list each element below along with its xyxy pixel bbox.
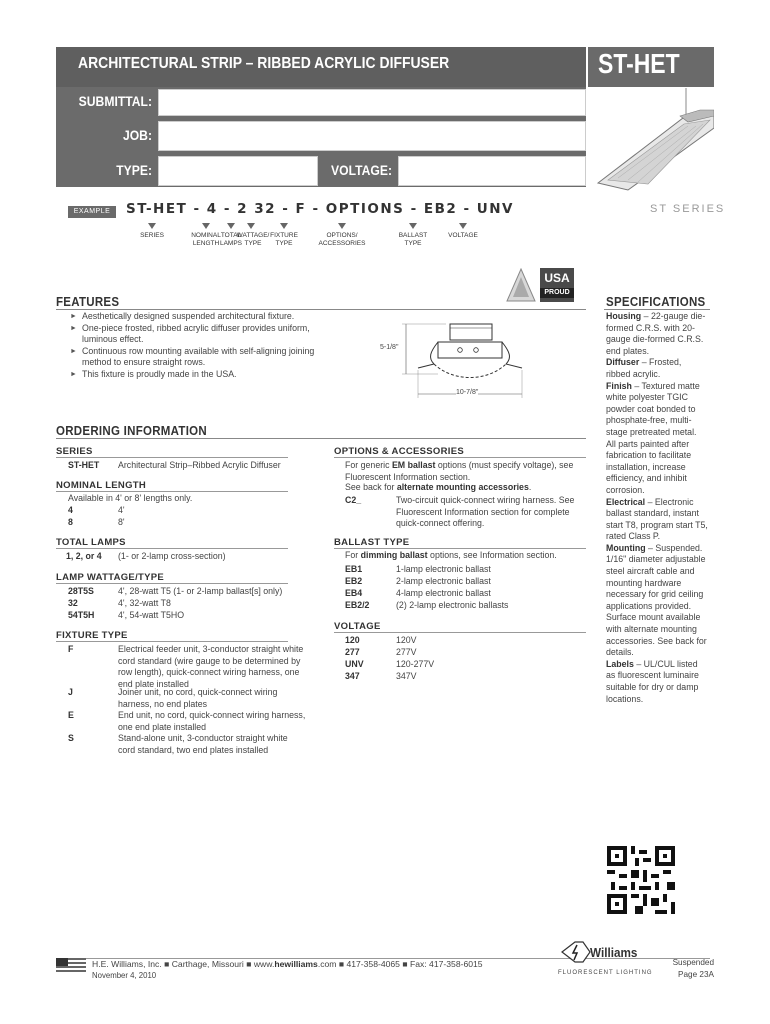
voltage-code: 347 [345, 671, 360, 681]
dimension-width: 10-7/8" [456, 389, 479, 396]
feature-item: ► Aesthetically designed suspended architectural fixture. [70, 311, 330, 323]
footer-fax: Fax: 417-358-6015 [409, 959, 483, 969]
series-desc: Architectural Strip–Ribbed Acrylic Diffuser [118, 460, 281, 470]
footer-page: Page 23A [678, 970, 714, 979]
footer-separator: ■ [164, 959, 172, 969]
label-wattage-type: WATTAGE/ TYPE [236, 232, 270, 247]
footer-website[interactable] [254, 959, 337, 969]
footer-date: November 4, 2010 [92, 971, 157, 980]
voltage-field[interactable] [398, 156, 586, 186]
nominal-length-code: 4 [68, 505, 73, 515]
options-note-em-pre: For generic [345, 460, 392, 470]
product-code: ST-HET [598, 48, 680, 79]
nominal-length-rule [56, 491, 288, 492]
features-rule [56, 309, 586, 310]
voltage-code: 120 [345, 635, 360, 645]
voltage-desc: 347V [396, 671, 417, 681]
voltage-code: 277 [345, 647, 360, 657]
lamp-wattage-desc: 4', 54-watt T5HO [118, 610, 185, 620]
ballast-note-post: options, see Information section. [427, 550, 557, 560]
nominal-length-desc: 8' [118, 517, 125, 527]
footer-city: Carthage, Missouri [171, 959, 244, 969]
label-nominal-length: NOMINAL LENGTH [191, 232, 221, 247]
arrow-icon [409, 223, 417, 229]
ballast-rule [334, 548, 586, 549]
lamp-wattage-code: 32 [68, 598, 78, 608]
footer-separator: ■ [402, 959, 410, 969]
label-voltage: VOLTAGE [448, 232, 478, 239]
label-options: OPTIONS/ ACCESSORIES [318, 232, 366, 247]
options-note-mounting-pre: See back for [345, 482, 397, 492]
voltage-desc: 277V [396, 647, 417, 657]
spec-text: – Textured matte white polyester TGIC powder coat bonded to phosphate-free, multi-stage pretreated metal. All parts painted after fabrication to facilitate installation, increase efficiency, and inhibit corrosion. [606, 380, 700, 495]
footer-company: H.E. Williams, Inc. [92, 959, 162, 969]
ballast-code: EB1 [345, 564, 363, 574]
specifications-rule [604, 309, 710, 310]
spec-text: – 22-gauge die-formed C.R.S. with 20-gauge die-formed C.R.S. end plates. [606, 311, 706, 356]
footer-category: Suspended [672, 958, 714, 967]
spec-label: Labels [606, 658, 634, 669]
options-note-mounting-bold: alternate mounting accessories [396, 482, 529, 492]
ballast-code: EB2 [345, 576, 363, 586]
us-flag-icon [56, 958, 86, 972]
voltage-label: VOLTAGE: [331, 163, 392, 178]
fixture-type-code: F [68, 644, 74, 654]
total-lamps-heading: TOTAL LAMPS [56, 537, 126, 548]
williams-logo-name: Williams [590, 945, 638, 960]
fixture-illustration [588, 88, 714, 194]
qr-code-icon[interactable] [607, 846, 675, 914]
dimension-height: 5-1/8" [380, 344, 399, 351]
options-heading: OPTIONS & ACCESSORIES [334, 446, 464, 457]
footer-website-bold: hewilliams [274, 959, 318, 969]
feature-item: ► Continuous row mounting available with self-aligning joining method to ensure straight rows. [70, 346, 330, 369]
voltage-heading: VOLTAGE [334, 621, 381, 632]
lamp-wattage-desc: 4', 28-watt T5 (1- or 2-lamp ballast[s] only) [118, 586, 283, 596]
label-series: SERIES [140, 232, 164, 239]
footer-separator: ■ [338, 959, 347, 969]
spec-label: Housing [606, 311, 642, 321]
ordering-heading: ORDERING INFORMATION [56, 424, 207, 438]
footer-phone: 417-358-4065 [346, 959, 400, 969]
feature-item: ► One-piece frosted, ribbed acrylic diffuser provides uniform, luminous effect. [70, 323, 330, 346]
options-code: C2_ [345, 495, 362, 505]
lamp-wattage-code: 28T5S [68, 586, 94, 596]
job-label: JOB: [122, 128, 152, 143]
fixture-type-desc: Joiner unit, no cord, quick-connect wiring harness, no end plates [118, 687, 278, 709]
footer-separator: ■ [246, 959, 254, 969]
total-lamps-desc: (1- or 2-lamp cross-section) [118, 551, 226, 561]
arrow-icon [338, 223, 346, 229]
made-in-usa-badge [540, 268, 574, 302]
features-list [70, 311, 330, 380]
cross-section-drawing [378, 318, 528, 402]
options-desc: Two-circuit quick-connect wiring harness. See Fluorescent Information section for complete quick-connect offering. [396, 495, 575, 528]
spec-label: Mounting [606, 542, 646, 553]
type-field[interactable] [158, 156, 318, 186]
fixture-type-code: J [68, 687, 73, 697]
options-note-em [345, 460, 581, 483]
lamp-wattage-rule [56, 583, 288, 584]
spec-label: Electrical [606, 496, 646, 507]
spec-text: – Frosted, ribbed acrylic. [606, 357, 682, 379]
fixture-type-desc: Stand-alone unit, 3-conductor straight white cord standard, two end plates installed [118, 733, 288, 755]
specifications-heading: SPECIFICATIONS [606, 295, 706, 309]
fixture-type-code: E [68, 710, 74, 720]
spec-text: – Suspended. 1/16" diameter adjustable steel aircraft cable and mounting hardware necessary for grid ceiling applications provided. Surface mount available with alternate mounting accessories. See back for details. [606, 542, 707, 658]
spec-label: Diffuser [606, 357, 640, 368]
label-total-lamps: TOTAL LAMPS [219, 232, 243, 247]
usa-badge-text: USA [544, 271, 570, 285]
spec-label: Finish [606, 380, 632, 391]
nominal-length-code: 8 [68, 517, 73, 527]
lamp-wattage-desc: 4', 32-watt T8 [118, 598, 171, 608]
document-title: ARCHITECTURAL STRIP – RIBBED ACRYLIC DIFFUSER [78, 55, 450, 72]
voltage-code: UNV [345, 659, 364, 669]
ballast-code: EB2/2 [345, 600, 370, 610]
label-fixture-type: FIXTURE TYPE [270, 232, 298, 247]
voltage-desc: 120-277V [396, 659, 435, 669]
lamp-wattage-heading: LAMP WATTAGE/TYPE [56, 572, 165, 583]
fixture-type-desc: Electrical feeder unit, 3-conductor straight white cord standard (wire gauge to be determined by row length), quick-connect wiring harness, one end plate installed [118, 644, 304, 689]
williams-logo-icon [561, 940, 591, 964]
arrow-icon [202, 223, 210, 229]
nominal-length-heading: NOMINAL LENGTH [56, 480, 147, 491]
options-note-em-post: options (must specify voltage), see Fluorescent Information section. [345, 460, 574, 482]
footer-website-post: .com [317, 959, 337, 969]
fixture-type-rule [56, 641, 288, 642]
options-note-em-bold: EM ballast [391, 460, 436, 470]
ballast-desc: 2-lamp electronic ballast [396, 576, 491, 586]
fixture-type-desc: End unit, no cord, quick-connect wiring harness, one end plate installed [118, 710, 306, 732]
series-heading: SERIES [56, 446, 93, 457]
example-code: ST-HET - 4 - 2 32 - F - OPTIONS - EB2 - UNV [126, 201, 515, 217]
ballast-desc: (2) 2-lamp electronic ballasts [396, 600, 509, 610]
total-lamps-rule [56, 548, 288, 549]
series-rule [56, 457, 288, 458]
certification-seal-icon [506, 268, 536, 302]
ballast-desc: 1-lamp electronic ballast [396, 564, 491, 574]
label-ballast-type: BALLAST TYPE [398, 232, 428, 247]
series-logo: ST SERIES [650, 203, 726, 215]
fixture-type-code: S [68, 733, 74, 743]
arrow-icon [227, 223, 235, 229]
options-note-mounting [345, 482, 581, 494]
arrow-icon [148, 223, 156, 229]
spec-text: – Electronic ballast standard, instant start T8, program start T5, rated Class P. [606, 496, 708, 542]
nominal-length-note: Available in 4' or 8' lengths only. [68, 493, 193, 503]
ballast-heading: BALLAST TYPE [334, 537, 410, 548]
arrow-icon [247, 223, 255, 229]
features-heading: FEATURES [56, 295, 120, 309]
job-field[interactable] [158, 121, 586, 151]
arrow-icon [280, 223, 288, 229]
footer-website-pre: www. [253, 959, 275, 969]
ballast-note-pre: For [345, 550, 361, 560]
nominal-length-desc: 4' [118, 505, 125, 515]
williams-logo-sub: FLUORESCENT LIGHTING [558, 970, 653, 976]
type-label: TYPE: [116, 163, 152, 178]
footer-contact [92, 959, 483, 969]
options-note-mounting-post: . [528, 482, 532, 492]
submittal-label: SUBMITTAL: [78, 94, 152, 109]
spec-text: – UL/CUL listed as fluorescent luminaire suitable for dry or damp locations. [606, 658, 699, 704]
voltage-desc: 120V [396, 635, 417, 645]
ballast-desc: 4-lamp electronic ballast [396, 588, 491, 598]
specifications-text [606, 311, 708, 705]
arrow-icon [459, 223, 467, 229]
example-tag: EXAMPLE [68, 206, 116, 218]
submittal-field[interactable] [158, 89, 586, 116]
ballast-note-bold: dimming ballast [360, 550, 428, 560]
fixture-type-heading: FIXTURE TYPE [56, 630, 128, 641]
total-lamps-code: 1, 2, or 4 [66, 551, 102, 561]
series-code: ST-HET [68, 460, 100, 470]
usa-badge-sub: PROUD [540, 288, 574, 298]
voltage-rule [334, 632, 586, 633]
lamp-wattage-code: 54T5H [68, 610, 95, 620]
options-rule [334, 457, 586, 458]
feature-item: ► This fixture is proudly made in the USA. [70, 369, 330, 381]
ballast-note [345, 550, 557, 562]
ballast-code: EB4 [345, 588, 363, 598]
ordering-rule [56, 438, 586, 439]
